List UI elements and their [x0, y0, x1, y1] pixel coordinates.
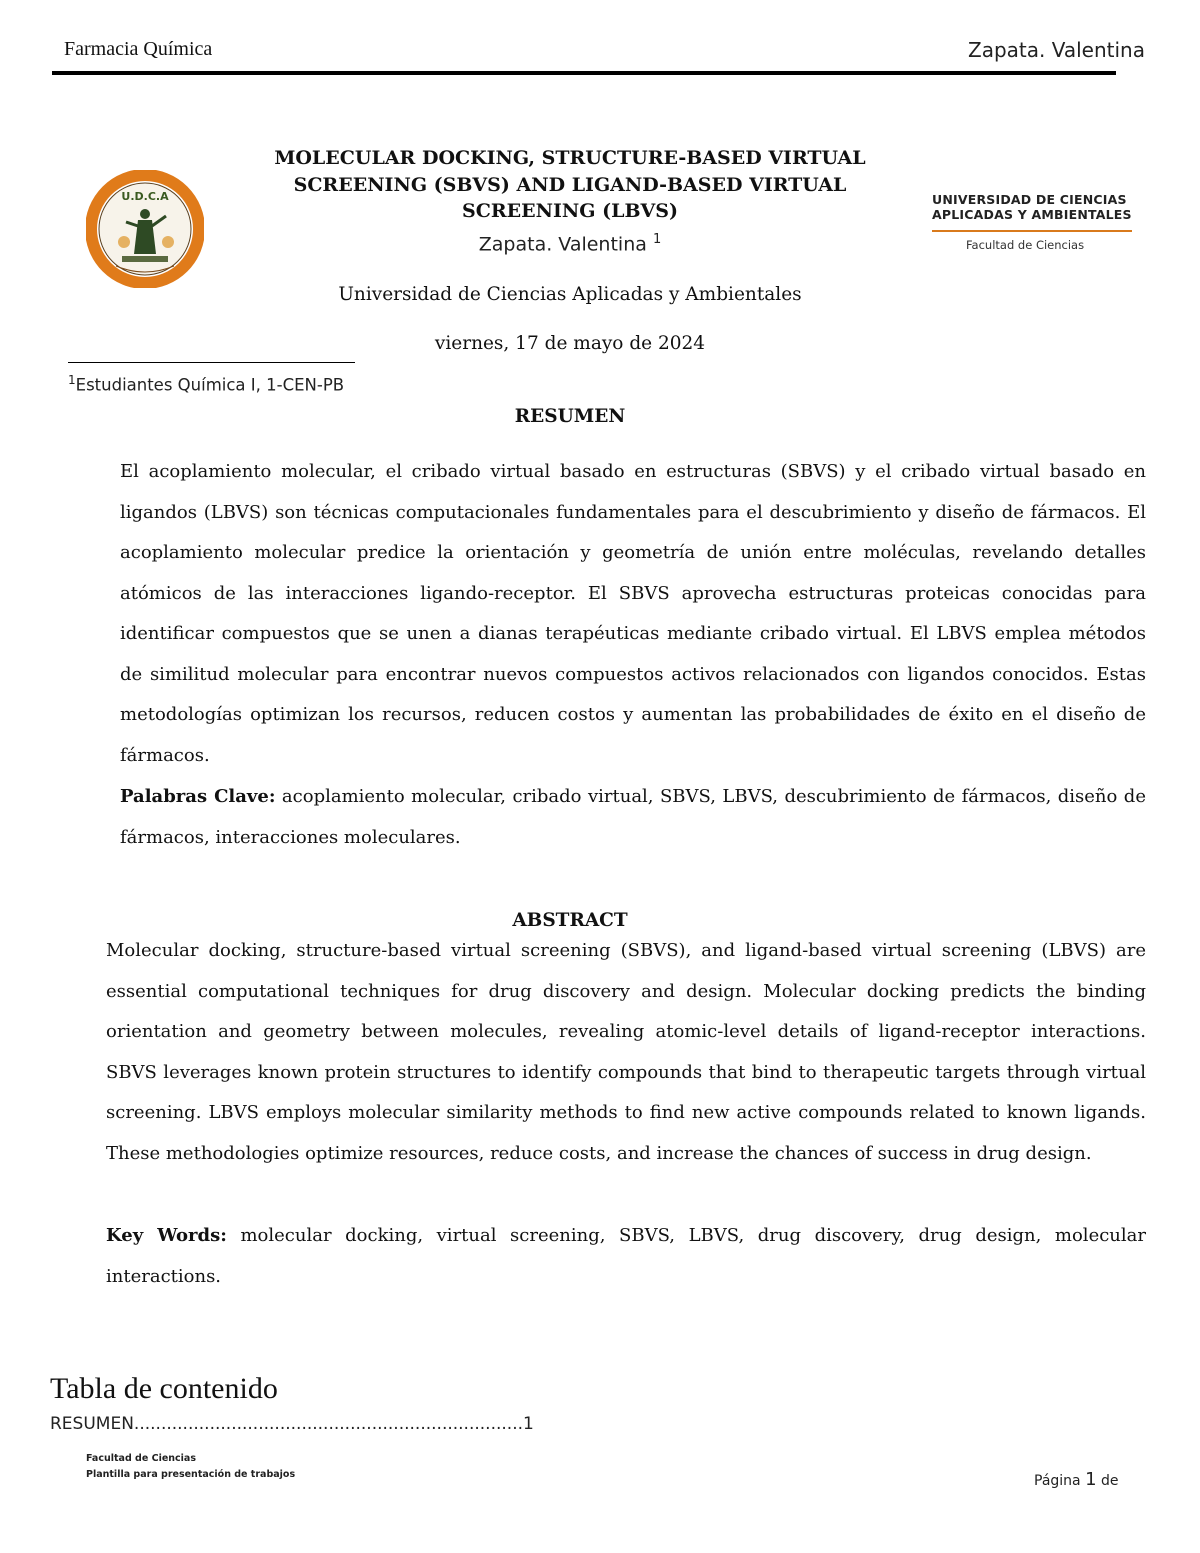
- resumen-keywords-label: Palabras Clave:: [120, 786, 276, 807]
- brand-faculty: Facultad de Ciencias: [966, 238, 1085, 252]
- footer-page-value: 1: [1085, 1469, 1097, 1490]
- header-course: Farmacia Química: [64, 38, 213, 60]
- footer-template: Plantilla para presentación de trabajos: [86, 1469, 296, 1480]
- author-name: Zapata. Valentina: [478, 233, 647, 256]
- footnote-divider: [68, 362, 355, 363]
- brand-name-line1: UNIVERSIDAD DE CIENCIAS: [932, 192, 1127, 207]
- university-seal-logo: [86, 170, 204, 288]
- footnote: [68, 370, 378, 396]
- seal-initials: U.D.C.A: [121, 190, 169, 203]
- abstract-keywords: [106, 1216, 1146, 1297]
- paper-author: [230, 232, 910, 255]
- footer-page-label: Página: [1034, 1473, 1081, 1489]
- footer-page-number: [1034, 1469, 1118, 1490]
- toc-entry-resumen[interactable]: [50, 1414, 534, 1434]
- toc-entry-label: RESUMEN: [50, 1414, 134, 1434]
- paper-date: viernes, 17 de mayo de 2024: [434, 333, 706, 354]
- university-brand-logo: [932, 192, 1132, 252]
- footer-faculty: Facultad de Ciencias: [86, 1453, 196, 1464]
- toc-title: Tabla de contenido: [50, 1372, 278, 1405]
- brand-divider: [932, 230, 1132, 232]
- footer-page-suffix: de: [1100, 1473, 1119, 1489]
- brand-name-line2: APLICADAS Y AMBIENTALES: [932, 207, 1132, 222]
- toc-entry-leader: ........................................................................: [133, 1414, 523, 1434]
- author-footnote-mark: 1: [652, 232, 662, 247]
- paper-affiliation: Universidad de Ciencias Aplicadas y Ambientales: [338, 284, 802, 305]
- resumen-keywords-text: acoplamiento molecular, cribado virtual, SBVS, LBVS, descubrimiento de fármacos, diseño de fármacos, interacciones moleculares.: [120, 786, 1146, 848]
- abstract-keywords-label: Key Words:: [106, 1225, 227, 1246]
- paper-title: MOLECULAR DOCKING, STRUCTURE-BASED VIRTUAL SCREENING (SBVS) AND LIGAND-BASED VIRTUAL SCREENING (LBVS): [274, 147, 866, 222]
- footnote-text: Estudiantes Química I, 1-CEN-PB: [75, 375, 345, 395]
- header-divider: [52, 71, 1116, 75]
- abstract-body: Molecular docking, structure-based virtual screening (SBVS), and ligand-based virtual screening (LBVS) are essential computational techniques for drug discovery and design. Molecular docking predicts the binding orientation and geometry between molecules, revealing atomic-level details of ligand-receptor interactions. SBVS leverages known protein structures to identify compounds that bind to therapeutic targets through virtual screening. LBVS employs molecular similarity methods to find new active compounds related to known ligands. These methodologies optimize resources, reduce costs, and increase the chances of success in drug design.: [106, 940, 1146, 1164]
- resumen-keywords: [120, 777, 1146, 858]
- abstract-heading: ABSTRACT: [512, 910, 628, 931]
- abstract-keywords-text: molecular docking, virtual screening, SBVS, LBVS, drug discovery, drug design, molecular interactions.: [106, 1225, 1146, 1287]
- toc-entry-page: 1: [523, 1414, 534, 1434]
- footnote-mark: 1: [68, 373, 76, 387]
- resumen-heading: RESUMEN: [514, 406, 626, 427]
- header-author: Zapata. Valentina: [968, 38, 1145, 62]
- resumen-body: El acoplamiento molecular, el cribado virtual basado en estructuras (SBVS) y el cribado virtual basado en ligandos (LBVS) son técnicas computacionales fundamentales para el descubrimiento y diseño de fármacos. El acoplamiento molecular predice la orientación y geometría de unión entre moléculas, revelando detalles atómicos de las interacciones ligando-receptor. El SBVS aprovecha estructuras proteicas conocidas para identificar compuestos que se unen a dianas terapéuticas mediante cribado virtual. El LBVS emplea métodos de similitud molecular para encontrar nuevos compuestos activos relacionados con ligandos conocidos. Estas metodologías optimizan los recursos, reducen costos y aumentan las probabilidades de éxito en el diseño de fármacos.: [120, 461, 1146, 766]
